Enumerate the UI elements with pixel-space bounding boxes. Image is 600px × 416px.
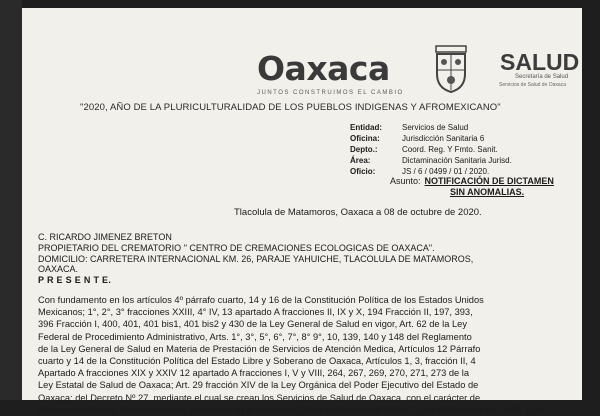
body-line: Mexicanos; 1°, 2°, 3° fracciones XXIII, 4° IV, 13 apartado A fracciones II, IX y X, 194 Fracción II, 197, 393, [38,307,473,318]
letter-body [38,294,574,416]
subject-line-2: SIN ANOMALIAS. [450,187,525,197]
meta-value: JS / 6 / 0499 / 01 / 2020. [402,167,490,176]
meta-value: Coord. Reg. Y Fmto. Sanit. [402,145,498,154]
body-line: Oaxaca; del Decreto Nº 27, mediante el cual se crean los Servicios de Salud de Oaxaca, con el carácter de [38,392,481,403]
meta-row-oficina [350,133,512,144]
meta-label: Oficio: [350,167,376,176]
meta-label: Entidad: [350,123,382,132]
addressee-block [38,232,473,286]
body-line: 396 Fracción I, 400, 401, 401 bis1, 401 bis2 y 430 de la Ley General de Salud en vigor, Art. 62 de la Ley [38,319,467,330]
place-date: Tlacolula de Matamoros, Oaxaca a 08 de octubre de 2020. [234,207,482,218]
subject-line-1: NOTIFICACIÓN DE DICTAMEN [424,176,554,186]
scan-border [0,0,22,400]
body-line: Federal de Procedimiento Administrativo, Arts. 1°, 3°, 5°, 6°, 7°, 8° 9°, 10, 139, 140 y 148 del Reglamento [38,331,472,342]
presente-line: P R E S E N T E. [38,275,112,286]
salud-subtitle-secondary: Servicios de Salud de Oaxaca [499,82,566,88]
meta-value: Jurisdicción Sanitaria 6 [402,134,485,143]
body-line: Apartado A fracciones XIX y XXIV 12 apartado A fracciones I, V y VIII, 264, 267, 269, 270, 271, 273 de la [38,368,470,379]
office-metadata [350,122,512,177]
state-seal-icon [432,44,470,94]
body-line: Organismo Público Descentralizado, publicado en el Periódico Oficial del Estado de fecha 23 de Septiembre de 1996, y por [38,404,547,415]
salud-logo: SALUD [500,49,580,75]
addressee-address: DOMICILIO: CARRETERA INTERNACIONAL KM. 26, PARAJE YAHUICHE, TLACOLULA DE MATAMOROS, [38,253,474,264]
salud-subtitle: Secretaría de Salud [515,74,569,80]
body-line: Con fundamento en los artículos 4º párrafo cuarto, 14 y 16 de la Constitución Política de los Estados Unidos [38,295,484,305]
addressee-state: OAXACA. [38,264,79,275]
year-motto: "2020, AÑO DE LA PLURICULTURALIDAD DE LOS PUEBLOS INDIGENAS Y AFROMEXICANO" [80,102,501,113]
oaxaca-logo: Oaxaca [257,49,390,88]
addressee-role: PROPIETARIO DEL CREMATORIO " CENTRO DE CREMACIONES ECOLOGICAS DE OAXACA". [38,242,435,253]
meta-value: Dictaminación Sanitaria Jurisd. [402,156,512,165]
body-line: Ley Estatal de Salud de Oaxaca; Art. 29 fracción XIV de la Ley Orgánica del Poder Ejecutivo del Estado de [38,380,479,391]
body-line: de la Ley General de Salud en Materia de Prestación de Servicios de Atención Medica, Artículos 12 Párrafo [38,343,481,354]
meta-label: Oficina: [350,134,380,143]
addressee-name: C. RICARDO JIMENEZ BRETON [38,232,172,242]
document-page [22,8,582,415]
meta-row-depto [350,144,512,155]
oaxaca-tagline: JUNTOS CONSTRUIMOS EL CAMBIO [257,90,404,96]
subject-label: Asunto: [390,176,421,186]
meta-row-area [350,155,512,166]
meta-label: Depto.: [350,145,378,154]
meta-row-entidad [350,122,512,133]
subject-block [390,176,554,198]
body-line: cuarto y 14 de la Constitución Política del Estado Libre y Soberano de Oaxaca, Artículos 1, 3, fracción II, 4 [38,356,476,367]
meta-value: Servicios de Salud [402,123,469,132]
meta-label: Área: [350,156,371,165]
